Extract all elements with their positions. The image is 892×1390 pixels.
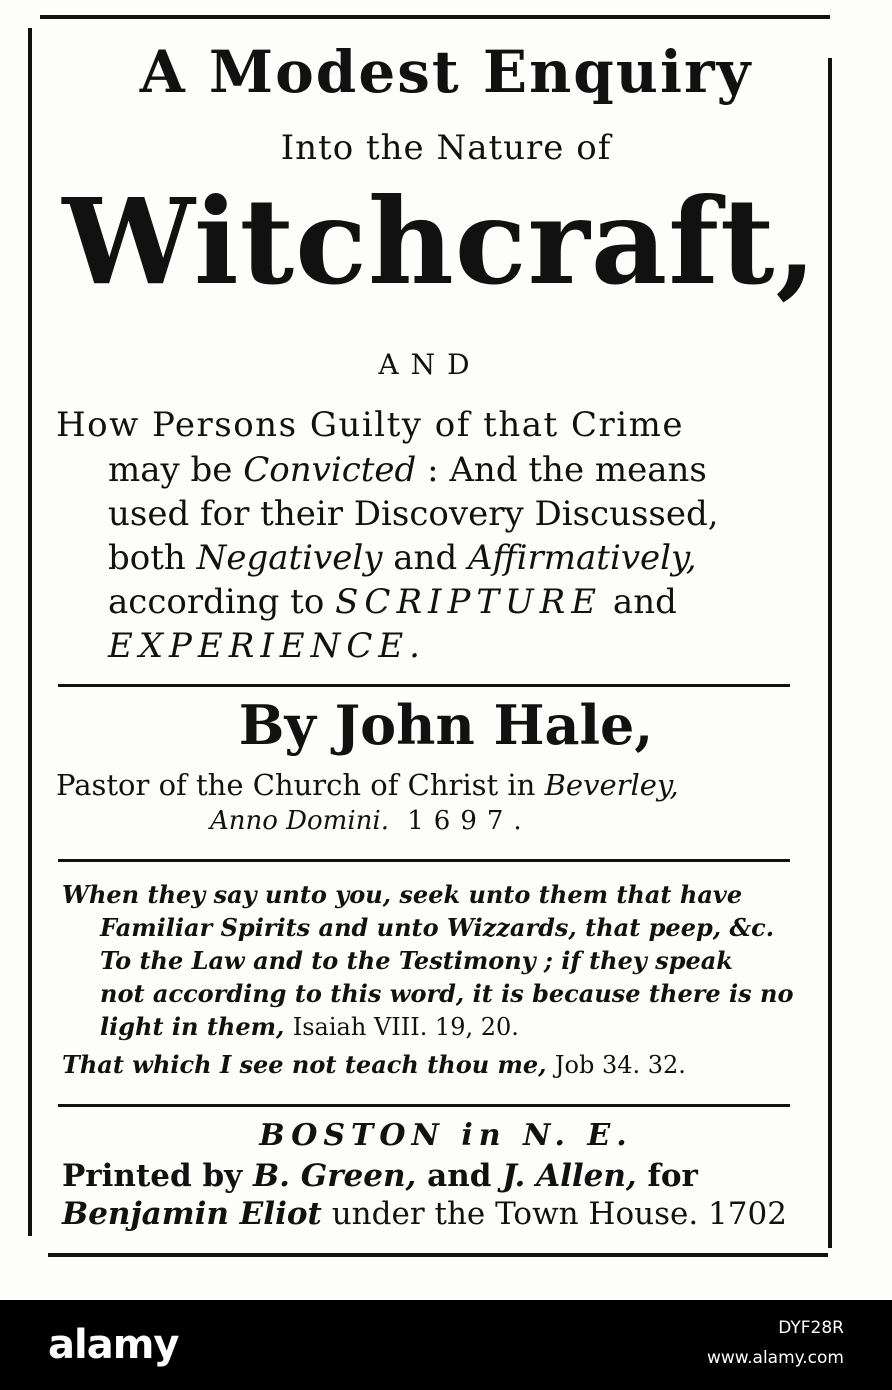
title-line-2: Into the Nature of: [280, 128, 612, 168]
imprint-printers: Printed by B. Green, and J. Allen, for: [62, 1158, 698, 1194]
publication-year: Anno Domini. 1697.: [210, 806, 532, 836]
title-line-3: Witchcraft,: [62, 172, 818, 311]
body-line-1: How Persons Guilty of that Crime: [56, 405, 684, 445]
verse-line-5: light in them, Isaiah VIII. 19, 20.: [100, 1012, 519, 1041]
imprint-place: BOSTON in N. E.: [259, 1118, 633, 1153]
title-line-1: A Modest Enquiry: [139, 38, 753, 106]
imprint-bookseller: Benjamin Eliot under the Town House. 1702: [62, 1196, 787, 1232]
verse-line-2: Familiar Spirits and unto Wizzards, that peep, &c.: [100, 913, 775, 942]
divider-rule-1: [58, 684, 790, 687]
frame-left-border: [28, 28, 32, 1236]
verse-line-6: That which I see not teach thou me, Job 34. 32.: [62, 1050, 686, 1079]
frame-top-border: [40, 15, 830, 19]
site-url: www.alamy.com: [706, 1348, 844, 1368]
image-id: DYF28R: [778, 1318, 844, 1338]
body-line-3: used for their Discovery Discussed,: [108, 494, 719, 534]
body-line-2: may be Convicted : And the means: [108, 450, 707, 490]
body-line-6: EXPERIENCE.: [108, 626, 426, 666]
and-heading: AND: [378, 348, 482, 381]
body-line-4: both Negatively and Affirmatively,: [108, 538, 697, 578]
verse-line-1: When they say unto you, seek unto them that have: [62, 880, 743, 909]
verse-line-4: not according to this word, it is because there is no: [100, 979, 794, 1008]
frame-right-border: [828, 58, 832, 1248]
brand-logo: alamy: [48, 1322, 179, 1368]
divider-rule-2: [58, 859, 790, 862]
author-title: Pastor of the Church of Christ in Beverley,: [56, 768, 679, 802]
watermark-footer: [0, 1300, 892, 1390]
frame-bottom-border: [48, 1253, 828, 1257]
body-line-5: according to SCRIPTURE and: [108, 582, 677, 622]
author-byline: By John Hale,: [238, 693, 654, 757]
verse-line-3: To the Law and to the Testimony ; if they speak: [100, 946, 733, 975]
divider-rule-3: [58, 1104, 790, 1107]
